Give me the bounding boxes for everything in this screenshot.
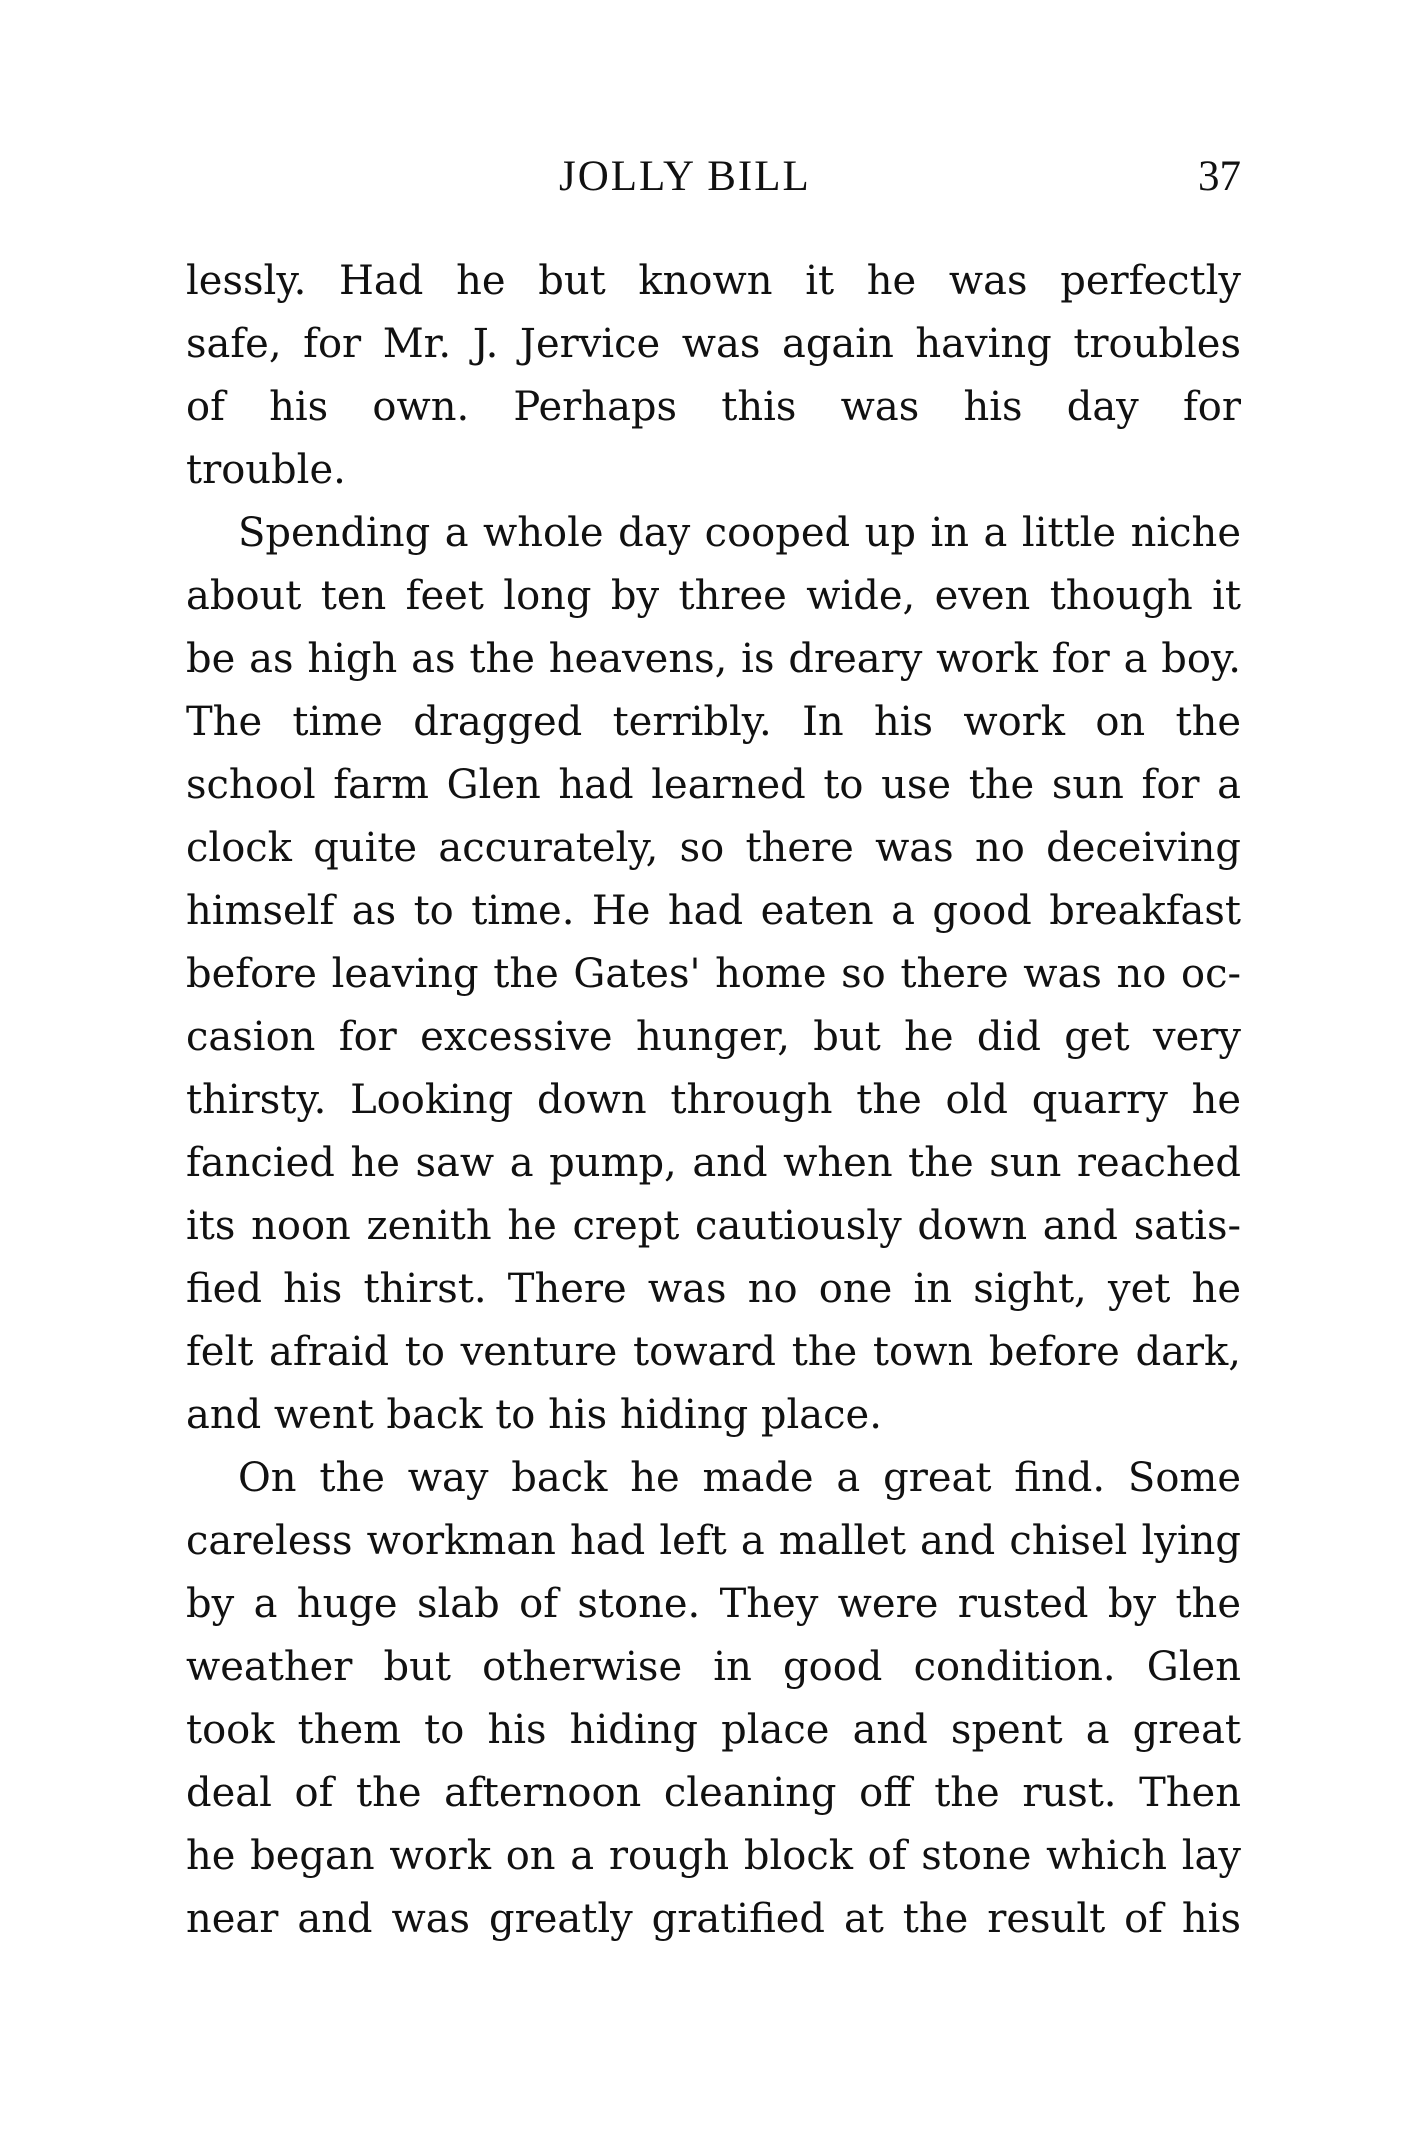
text-line: casion for excessive hunger, but he did get very: [186, 1014, 1241, 1060]
text-line: by a huge slab of stone. They were rusted by the: [186, 1581, 1241, 1627]
text-line: Spending a whole day cooped up in a little niche: [238, 510, 1241, 556]
text-line: On the way back he made a great find. Some: [238, 1455, 1241, 1501]
text-line: school farm Glen had learned to use the sun for a: [186, 762, 1241, 808]
text-line: he began work on a rough block of stone which lay: [186, 1833, 1241, 1879]
paragraph-2: [186, 502, 1241, 1447]
text-line: be as high as the heavens, is dreary work for a boy.: [186, 636, 1241, 682]
body-text: [186, 250, 1241, 1951]
text-line: fancied he saw a pump, and when the sun reached: [186, 1140, 1241, 1186]
text-line: careless workman had left a mallet and chisel lying: [186, 1518, 1241, 1564]
paragraph-1: [186, 250, 1241, 502]
text-line: its noon zenith he crept cautiously down and satis-: [186, 1203, 1241, 1249]
text-line: weather but otherwise in good condition. Glen: [186, 1644, 1241, 1690]
text-line: thirsty. Looking down through the old quarry he: [186, 1077, 1241, 1123]
text-line: before leaving the Gates' home so there was no oc-: [186, 951, 1241, 997]
text-line: trouble.: [186, 447, 346, 493]
text-line: felt afraid to venture toward the town before dark,: [186, 1329, 1241, 1375]
text-line: took them to his hiding place and spent a great: [186, 1707, 1241, 1753]
page-header: [186, 142, 1241, 212]
text-line: deal of the afternoon cleaning off the rust. Then: [186, 1770, 1241, 1816]
text-line: and went back to his hiding place.: [186, 1392, 882, 1438]
page-number: 37: [1198, 153, 1241, 200]
running-title: JOLLY BILL: [559, 153, 811, 200]
text-line: lessly. Had he but known it he was perfectly: [186, 258, 1241, 304]
text-line: fied his thirst. There was no one in sight, yet he: [186, 1266, 1241, 1312]
text-line: himself as to time. He had eaten a good breakfast: [186, 888, 1241, 934]
text-line: safe, for Mr. J. Jervice was again having troubles: [186, 321, 1241, 367]
text-line: The time dragged terribly. In his work on the: [186, 699, 1241, 745]
text-line: clock quite accurately, so there was no deceiving: [186, 825, 1241, 871]
paragraph-3: [186, 1447, 1241, 1951]
text-line: about ten feet long by three wide, even though it: [186, 573, 1241, 619]
text-line: near and was greatly gratified at the result of his: [186, 1896, 1241, 1942]
text-line: of his own. Perhaps this was his day for: [186, 384, 1241, 430]
